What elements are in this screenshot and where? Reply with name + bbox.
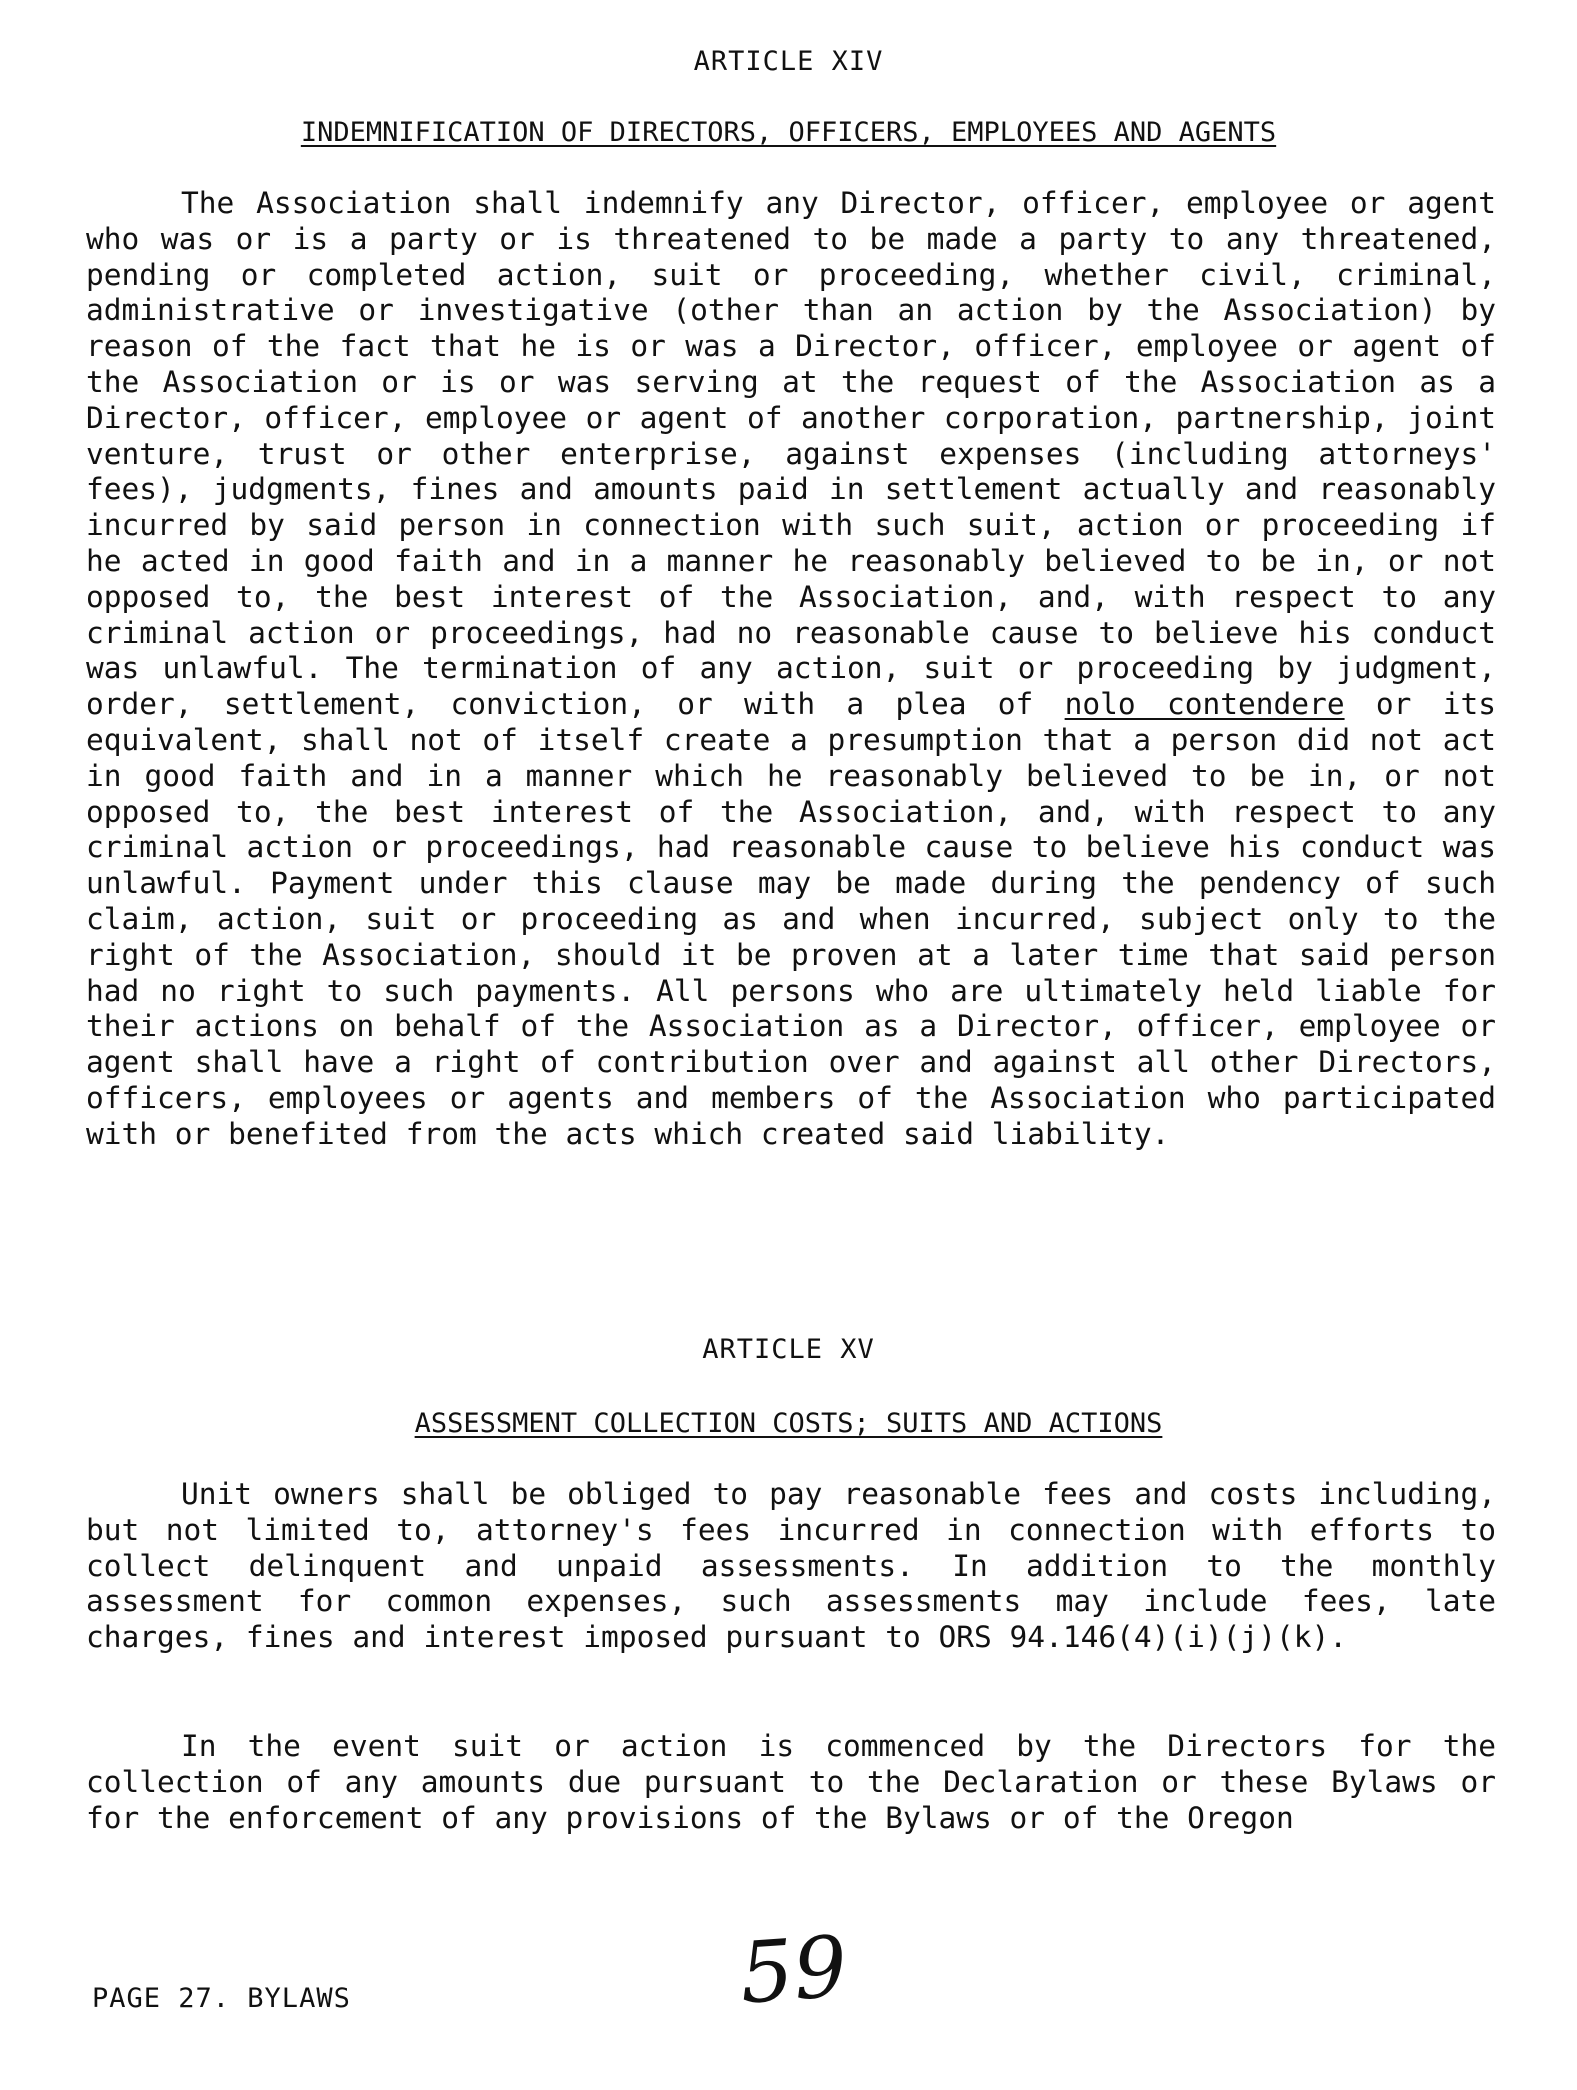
article-14-heading: ARTICLE XIV (693, 46, 884, 77)
article-14-title-text: INDEMNIFICATION OF DIRECTORS, OFFICERS, EMPLOYEES AND AGENTS (300, 117, 1277, 148)
article-15-heading: ARTICLE XV (702, 1334, 875, 1365)
article-14-paragraph (86, 186, 1496, 1153)
article-15-title-text: ASSESSMENT COLLECTION COSTS; SUITS AND ACTIONS (414, 1408, 1163, 1439)
page-footer-label: PAGE 27. BYLAWS (92, 1983, 351, 2014)
article-14-paragraph-part2: or its equivalent, shall not of itself create a presumption that a person did not act in good faith and in a manner which he reasonably believed to be in, or not opposed to, the best interest of the Association, and, with respect to any criminal action or proceedings, had reasonable cause to believe his conduct was unlawful. Payment under this clause may be made during the pendency of such claim, action, suit or proceeding as and when incurred, subject only to the right of the Association, should it be proven at a later time that said person had no right to such payments. All persons who are ultimately held liable for their actions on behalf of the Association as a Director, officer, employee or agent shall have a right of contribution over and against all other Directors, officers, employees or agents and members of the Association who participated with or benefited from the acts which created said liability. (86, 687, 1496, 1151)
handwritten-page-number: 59 (736, 1917, 851, 2023)
article-15-paragraph-2: In the event suit or action is commenced by the Directors for the collection of any amounts due pursuant to the Declaration or these Bylaws or for the enforcement of any provisions of the Bylaws or of the Oregon (86, 1729, 1496, 1835)
article-15-paragraph-1: Unit owners shall be obliged to pay reasonable fees and costs including, but not limited to, attorney's fees incurred in connection with efforts to collect delinquent and unpaid assessments. In addition to the monthly assessment for common expenses, such assessments may include fees, late charges, fines and interest imposed pursuant to ORS 94.146(4)(i)(j)(k). (86, 1477, 1496, 1655)
article-15-title (0, 1406, 1577, 1442)
nolo-contendere-term: nolo contendere (1064, 687, 1345, 722)
article-14-title (0, 115, 1577, 151)
article-14-paragraph-part1: The Association shall indemnify any Director, officer, employee or agent who was or is a party or is threatened to be made a party to any threatened, pending or completed action, suit or proceeding, whether civil, criminal, administrative or investigative (other than an action by the Association) by reason of the fact that he is or was a Director, officer, employee or agent of the Association or is or was serving at the request of the Association as a Director, officer, employee or agent of another corporation, partnership, joint venture, trust or other enterprise, against expenses (including attorneys' fees), judgments, fines and amounts paid in settlement actually and reasonably incurred by said person in connection with such suit, action or proceeding if he acted in good faith and in a manner he reasonably believed to be in, or not opposed to, the best interest of the Association, and, with respect to any criminal action or proceedings, had no reasonable cause to believe his conduct was unlawful. The termination of any action, suit or proceeding by judgment, order, settlement, conviction, or with a plea of (86, 186, 1496, 722)
